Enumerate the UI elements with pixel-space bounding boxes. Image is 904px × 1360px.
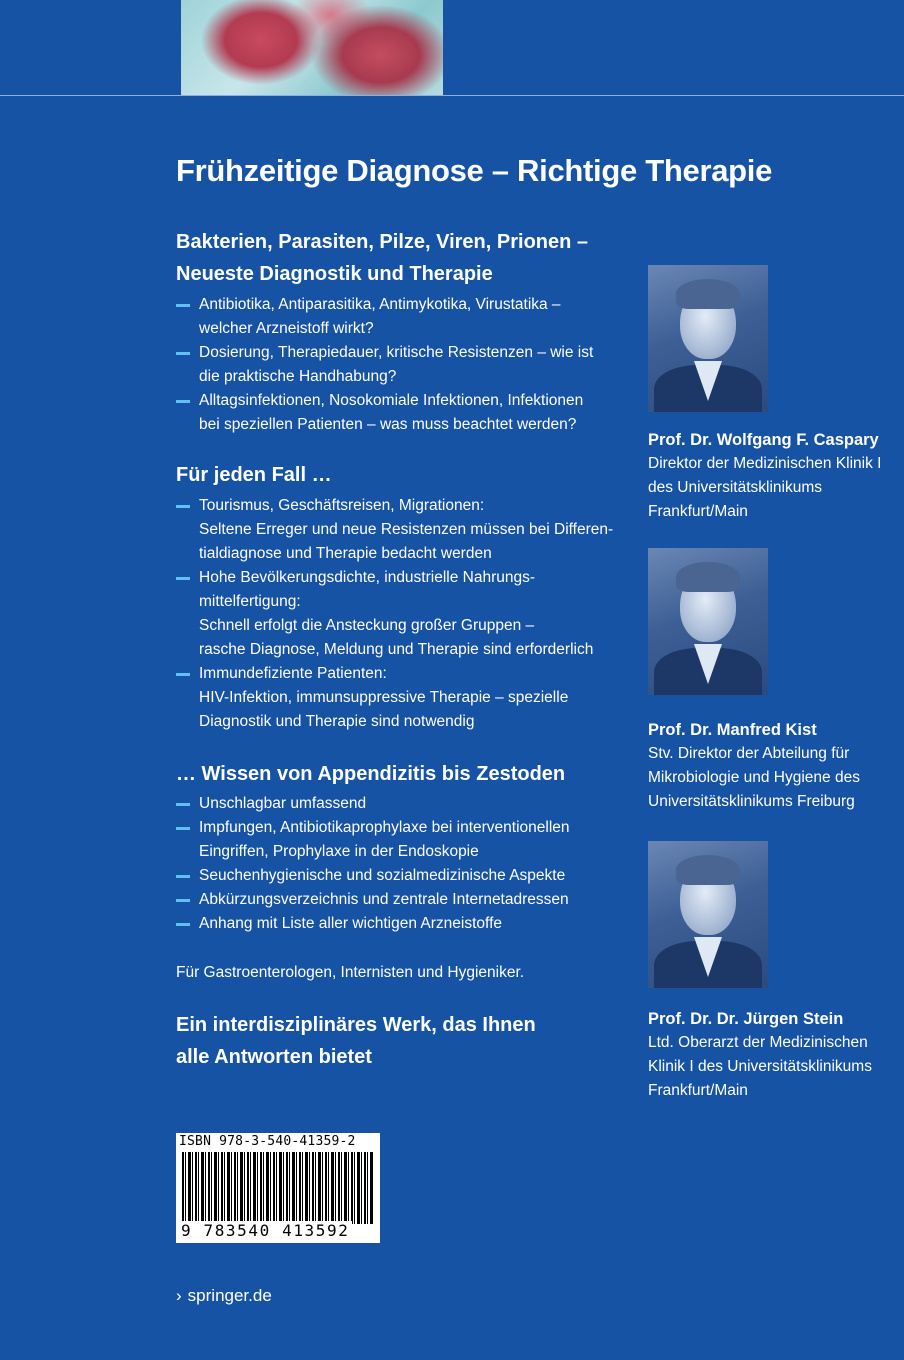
section-3-bullet-list [176, 792, 606, 936]
list-item-line: HIV-Infektion, immunsuppressive Therapie – spezielle [199, 689, 569, 706]
author-role-line: Universitätsklinikums Freiburg [648, 793, 855, 810]
list-item-line: Hohe Bevölkerungsdichte, industrielle Nahrungs- [199, 569, 536, 586]
list-item-line: Diagnostik und Therapie sind notwendig [199, 713, 475, 730]
author-photo-kist [648, 548, 768, 695]
list-item-line: Schnell erfolgt die Ansteckung großer Gruppen – [199, 617, 535, 634]
list-item [176, 792, 606, 816]
list-item [176, 864, 606, 888]
photo-hair [676, 562, 740, 592]
photo-hair [676, 279, 740, 309]
cover-top-image [181, 0, 443, 95]
list-item [176, 341, 606, 389]
dash-icon [176, 577, 190, 580]
closing-line: alle Antworten bietet [176, 1046, 372, 1068]
list-item-line: Eingriffen, Prophylaxe in der Endoskopie [199, 843, 479, 860]
dash-icon [176, 673, 190, 676]
author-bio-kist [648, 718, 898, 814]
author-name: Prof. Dr. Wolfgang F. Caspary [648, 431, 879, 449]
isbn-barcode [176, 1133, 380, 1243]
list-item-line: Dosierung, Therapiedauer, kritische Resistenzen – wie ist [199, 344, 594, 361]
section-heading-line: Neueste Diagnostik und Therapie [176, 263, 493, 285]
audience-note: Für Gastroenterologen, Internisten und Hygieniker. [176, 964, 525, 981]
list-item-line: die praktische Handhabung? [199, 368, 397, 385]
section-heading-line: Bakterien, Parasiten, Pilze, Viren, Prionen – [176, 231, 589, 253]
author-role-line: Klinik I des Universitätsklinikums [648, 1058, 872, 1075]
list-item-line: Tourismus, Geschäftsreisen, Migrationen: [199, 497, 485, 514]
list-item [176, 389, 606, 437]
author-role-line: Frankfurt/Main [648, 1082, 748, 1099]
list-item-line: rasche Diagnose, Meldung und Therapie sind erforderlich [199, 641, 594, 658]
list-item-line: Abkürzungsverzeichnis und zentrale Internetadressen [199, 891, 569, 908]
author-role-line: Mikrobiologie und Hygiene des [648, 769, 860, 786]
section-heading-3 [176, 758, 565, 790]
author-bio-caspary [648, 428, 898, 524]
list-item-line: Alltagsinfektionen, Nosokomiale Infektionen, Infektionen [199, 392, 584, 409]
dash-icon [176, 803, 190, 806]
dash-icon [176, 899, 190, 902]
author-role-line: Frankfurt/Main [648, 503, 748, 520]
dash-icon [176, 352, 190, 355]
list-item [176, 816, 606, 864]
publisher-website[interactable] [176, 1284, 272, 1308]
section-heading-line: Für jeden Fall … [176, 464, 332, 486]
list-item-line: Seuchenhygienische und sozialmedizinische Aspekte [199, 867, 566, 884]
section-2-bullet-list [176, 494, 614, 734]
list-item-line: bei speziellen Patienten – was muss beachtet werden? [199, 416, 577, 433]
list-item [176, 494, 614, 566]
dash-icon [176, 304, 190, 307]
author-role-line: Stv. Direktor der Abteilung für [648, 745, 850, 762]
closing-statement [176, 1009, 536, 1073]
dash-icon [176, 505, 190, 508]
list-item-line: tialdiagnose und Therapie bedacht werden [199, 545, 492, 562]
author-bio-stein [648, 1007, 898, 1103]
list-item [176, 888, 606, 912]
list-item [176, 912, 606, 936]
list-item-line: Unschlagbar umfassend [199, 795, 367, 812]
closing-line: Ein interdisziplinäres Werk, das Ihnen [176, 1014, 536, 1036]
photo-hair [676, 855, 740, 885]
divider-line [0, 95, 904, 96]
dash-icon [176, 400, 190, 403]
list-item [176, 566, 606, 662]
author-role-line: Ltd. Oberarzt der Medizinischen [648, 1034, 868, 1051]
author-photo-caspary [648, 265, 768, 412]
section-1-bullet-list [176, 293, 606, 437]
page-title: Frühzeitige Diagnose – Richtige Therapie [176, 153, 773, 188]
section-heading-2 [176, 459, 332, 491]
list-item [176, 662, 606, 734]
list-item-line: Impfungen, Antibiotikaprophylaxe bei interventionellen [199, 819, 570, 836]
author-role-line: des Universitätsklinikums [648, 479, 822, 496]
list-item [176, 293, 606, 341]
list-item-line: Antibiotika, Antiparasitika, Antimykotika, Virustatika – [199, 296, 561, 313]
barcode-bars [182, 1152, 374, 1224]
list-item-line: Seltene Erreger und neue Resistenzen müssen bei Differen- [199, 521, 614, 538]
list-item-line: welcher Arzneistoff wirkt? [199, 320, 374, 337]
list-item-line: Anhang mit Liste aller wichtigen Arzneistoffe [199, 915, 502, 932]
chevron-right-icon: › [176, 1286, 182, 1305]
section-heading-1 [176, 226, 588, 290]
dash-icon [176, 827, 190, 830]
isbn-label: ISBN 978-3-540-41359-2 [179, 1134, 356, 1149]
dash-icon [176, 923, 190, 926]
dash-icon [176, 875, 190, 878]
author-photo-stein [648, 841, 768, 988]
section-heading-line: … Wissen von Appendizitis bis Zestoden [176, 763, 566, 785]
author-role-line: Direktor der Medizinischen Klinik I [648, 455, 882, 472]
list-item-line: mittelfertigung: [199, 593, 301, 610]
website-label: springer.de [187, 1286, 272, 1305]
barcode-digits: 9 783540 413592 [181, 1221, 350, 1240]
author-name: Prof. Dr. Dr. Jürgen Stein [648, 1010, 844, 1028]
author-name: Prof. Dr. Manfred Kist [648, 721, 817, 739]
list-item-line: Immundefiziente Patienten: [199, 665, 387, 682]
